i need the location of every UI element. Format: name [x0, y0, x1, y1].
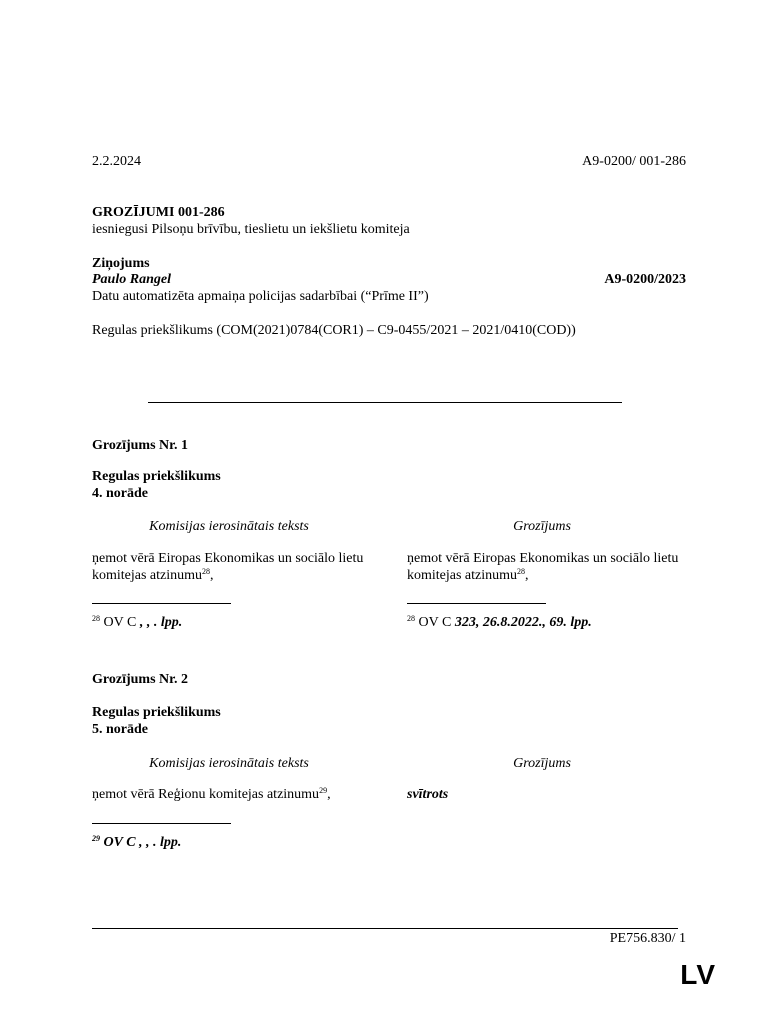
footnote-reference: 28 [202, 567, 211, 576]
amendment-2-right-column-header: Grozījums [513, 756, 571, 771]
amendment-2-proposal-label: Regulas priekšlikums [92, 705, 221, 720]
footnote-separator [92, 603, 231, 604]
amendment-1-right-footnote: $^{28}$ OV C 323, 26.8.2022., 69. lpp. [407, 614, 592, 630]
amendment-1-left-column-header: Komisijas ierosinātais teksts [149, 519, 309, 534]
report-label: Ziņojums [92, 256, 150, 271]
section-divider [148, 402, 622, 403]
amendment-2-left-column-header: Komisijas ierosinātais teksts [149, 756, 309, 771]
rapporteur-name: Paulo Rangel [92, 272, 171, 287]
amendment-1-citation: 4. norāde [92, 486, 148, 501]
language-code: LV [680, 959, 716, 990]
report-number: A9-0200/2023 [604, 272, 686, 287]
amendment-2-commission-text: ņemot vērā Reģionu komitejas atzinumu$^{29}$, [92, 786, 331, 802]
footnote-separator [92, 823, 231, 824]
document-reference: A9-0200/ 001-286 [582, 154, 686, 169]
footnote-separator [407, 603, 546, 604]
amendment-1-commission-text: ņemot vērā Eiropas Ekonomikas un sociālo lietu komitejas atzinumu$^{28}$, [92, 551, 364, 583]
amendment-1-heading: Grozījums Nr. 1 [92, 438, 189, 453]
amendment-2-citation: 5. norāde [92, 722, 148, 737]
amendment-1-left-footnote: $^{28}$ OV C , , . lpp. [92, 614, 183, 630]
amendments-title: GROZĪJUMI 001-286 [92, 205, 225, 220]
document-date: 2.2.2024 [92, 154, 141, 169]
amendment-1-proposal-label: Regulas priekšlikums [92, 469, 221, 484]
report-subject: Datu automatizēta apmaiņa policijas sadarbībai (“Prīme II”) [92, 289, 429, 304]
amendment-2-footnote: $^{29}$ OV C , , . lpp. [92, 834, 182, 850]
footer-divider [92, 928, 678, 929]
footnote-reference: 28 [517, 567, 526, 576]
page-reference: PE756.830/ 1 [609, 931, 686, 946]
amendment-1-amended-text: ņemot vērā Eiropas Ekonomikas un sociālo lietu komitejas atzinumu$^{28}$, [407, 551, 679, 583]
submitted-by: iesniegusi Pilsoņu brīvību, tieslietu un iekšlietu komiteja [92, 222, 410, 237]
amendment-2-amended-text: svītrots [407, 787, 449, 802]
amendment-1-right-column-header: Grozījums [513, 519, 571, 534]
footnote-reference: 29 [319, 786, 328, 795]
regulation-proposal-reference: Regulas priekšlikums (COM(2021)0784(COR1) – C9-0455/2021 – 2021/0410(COD)) [92, 323, 576, 338]
amendment-2-heading: Grozījums Nr. 2 [92, 672, 189, 687]
